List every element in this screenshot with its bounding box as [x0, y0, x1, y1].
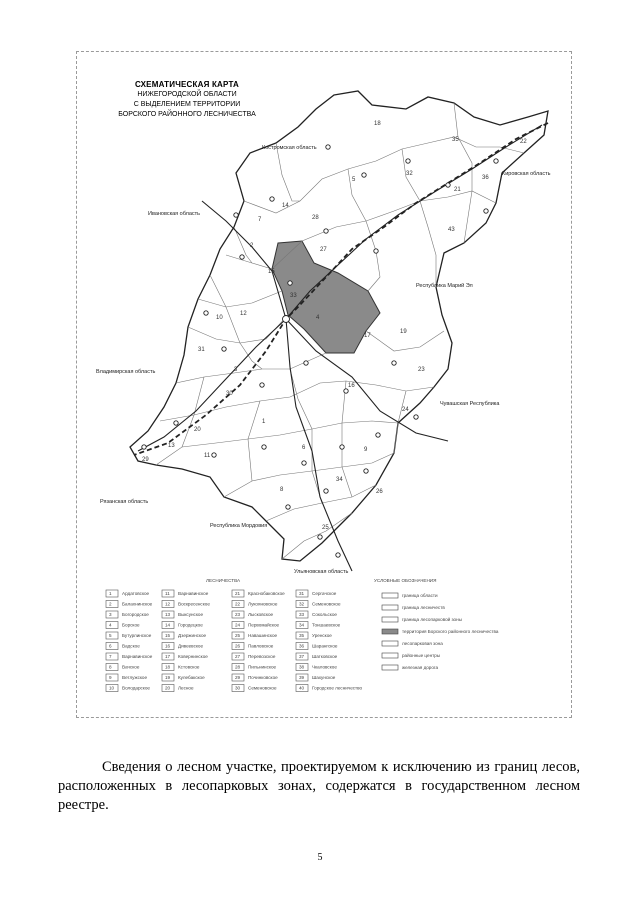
map-title-line-4: БОРСКОГО РАЙОННОГО ЛЕСНИЧЕСТВА	[118, 111, 256, 118]
legend-symbol	[382, 605, 398, 610]
legend-symbol-label: территория Борского районного лесничества	[402, 629, 499, 634]
page-number: 5	[317, 852, 323, 863]
legend-number: 10	[109, 685, 115, 691]
legend-item-label: Семеновское	[248, 685, 277, 691]
legend-symbol-label: граница лесопарковой зоны	[402, 617, 462, 622]
legend-number: 36	[299, 643, 305, 649]
schematic-map	[76, 51, 572, 718]
legend-item-label: Шарангское	[312, 643, 338, 649]
district-number: 19	[400, 329, 407, 335]
legend-swatch	[106, 674, 118, 681]
legend-number: 3	[109, 612, 112, 617]
map-title	[107, 80, 267, 120]
district-number: 17	[364, 333, 371, 339]
legend-item-label: Городецкое	[178, 622, 203, 628]
legend-item-label: Шахунское	[312, 675, 336, 680]
legend-item-label: Балахнинское	[122, 601, 153, 607]
legend-item-label: Ветлужское	[122, 675, 148, 680]
legend-item-label: Борское	[122, 622, 140, 628]
info-paragraph: Сведения о лесном участке, проектируемом к исключению из границ лесов, расположенных в лесопарковых зонах, содержатся в государственном лесном реестре.	[58, 758, 580, 813]
legend-number: 27	[235, 654, 241, 659]
legend-item-label: Городское лесничество	[312, 685, 363, 691]
legend-symbol-label: граница лесничеств	[402, 605, 445, 610]
legend-number: 38	[299, 664, 305, 670]
district-number: 31	[198, 347, 205, 353]
district-number: 5	[352, 177, 356, 183]
district-number: 1	[262, 419, 266, 425]
district-number: 23	[418, 367, 425, 373]
map-title-line-2: НИЖЕГОРОДСКОЙ ОБЛАСТИ	[137, 91, 237, 98]
legend-item-label: Вачское	[122, 664, 140, 670]
label-ulyanovsk: Ульяновская область	[294, 569, 349, 575]
legend-number: 17	[165, 654, 171, 659]
legend-symbol	[382, 593, 398, 598]
legend-symbol-label: граница области	[402, 593, 438, 598]
legend-number: 18	[165, 664, 171, 670]
district-number: 15	[268, 269, 275, 275]
legend-number: 25	[235, 633, 241, 638]
district-number: 29	[142, 457, 149, 463]
district-number: 22	[520, 139, 527, 145]
legend-symbol	[382, 629, 398, 634]
map-title-line-3: С ВЫДЕЛЕНИЕМ ТЕРРИТОРИИ	[133, 101, 241, 108]
district-number: 26	[376, 489, 383, 495]
legend-symbol	[382, 653, 398, 658]
legend-number: 28	[235, 664, 241, 670]
legend-item-label: Тоншаевское	[312, 622, 341, 628]
district-number: 11	[204, 453, 211, 459]
district-number: 9	[364, 447, 368, 453]
legend-item-label: Ковернинское	[178, 654, 208, 659]
legend-item-label: Сокольское	[312, 612, 337, 617]
legend-number: 31	[299, 591, 305, 596]
district-number: 3	[234, 367, 238, 373]
district-number: 36	[482, 175, 489, 181]
legend-item-label: Бутурлинское	[122, 633, 152, 638]
legend-swatch	[106, 653, 118, 660]
legend-swatch	[106, 632, 118, 639]
district-number: 13	[168, 443, 175, 449]
legend-item-label: Павловское	[248, 643, 274, 649]
district-number: 4	[316, 315, 320, 321]
legend-number: 9	[109, 675, 112, 680]
district-number: 14	[282, 203, 289, 209]
label-ryazan: Рязанская область	[100, 499, 149, 505]
legend-item-label: Дивеевское	[178, 643, 204, 649]
district-number: 20	[194, 427, 201, 433]
legend-swatch	[106, 590, 118, 597]
legend-number: 13	[165, 612, 171, 617]
district-number: 43	[448, 227, 455, 233]
legend-symbol-label: районные центры	[402, 653, 441, 658]
legend-number: 23	[235, 612, 241, 617]
district-number: 7	[258, 217, 262, 223]
legend-item-label: Перевозское	[248, 654, 276, 659]
legend-item-label: Чкаловское	[312, 664, 337, 670]
legend-item-label: Уренское	[312, 633, 332, 638]
legend-symbol-label: лесопарковая зона	[402, 641, 443, 646]
district-number: 8	[280, 487, 284, 493]
legend-item-label: Володарское	[122, 685, 150, 691]
legend-swatch	[106, 664, 118, 671]
legend-heading-symbols: УСЛОВНЫЕ ОБОЗНАЧЕНИЯ	[374, 578, 437, 583]
legend-item-label: Кстовское	[178, 664, 200, 670]
legend-number: 8	[109, 664, 112, 670]
legend-swatch	[106, 611, 118, 618]
district-number: 34	[336, 477, 343, 483]
legend-item-label: Лесное	[178, 685, 194, 691]
legend-number: 40	[299, 685, 305, 691]
legend-number: 22	[235, 601, 241, 607]
legend-item-label: Варнавинское	[122, 654, 153, 659]
label-vladimir: Владимирская область	[96, 369, 156, 375]
district-number: 21	[454, 187, 461, 193]
legend-item-label: Сергачское	[312, 591, 337, 596]
label-kirov: Кировская область	[502, 171, 551, 177]
legend-item-label: Семеновское	[312, 601, 341, 607]
legend-number: 2	[109, 601, 112, 607]
legend-swatch	[106, 643, 118, 650]
legend-number: 4	[109, 622, 112, 628]
legend-number: 16	[165, 643, 171, 649]
legend-number: 1	[109, 591, 112, 596]
label-kostroma: Костромская область	[262, 145, 317, 151]
district-number: 24	[402, 407, 409, 413]
legend-swatch	[106, 601, 118, 608]
legend-item-label: Кулебакское	[178, 675, 205, 680]
legend-item-label: Пильнинское	[248, 664, 277, 670]
legend-item-label: Краснобаковское	[248, 591, 285, 596]
legend-item-label: Богородское	[122, 612, 149, 617]
legend	[106, 578, 499, 692]
legend-item-label: Навашинское	[248, 633, 278, 638]
legend-number: 32	[299, 601, 305, 607]
label-chuvash: Чувашская Республика	[440, 401, 500, 407]
legend-item-label: Ардатовское	[122, 591, 150, 596]
legend-number: 20	[165, 685, 171, 691]
district-number: 18	[374, 121, 381, 127]
legend-number: 33	[299, 612, 305, 617]
legend-swatch	[106, 622, 118, 629]
label-mordovia: Республика Мордовия	[210, 523, 268, 529]
legend-number: 24	[235, 622, 241, 628]
legend-item-label: Лукояновское	[248, 601, 278, 607]
district-number: 6	[302, 445, 306, 451]
label-mari-el: Республика Марий Эл	[416, 283, 473, 289]
legend-number: 39	[299, 675, 305, 680]
legend-number: 34	[299, 622, 305, 628]
legend-item-label: Лысковское	[248, 612, 274, 617]
legend-heading-forestries: ЛЕСНИЧЕСТВА	[206, 578, 241, 583]
legend-number: 12	[165, 601, 171, 607]
legend-item-label: Дзержинское	[178, 633, 207, 638]
district-number: 12	[240, 311, 247, 317]
district-number: 2	[250, 243, 254, 249]
district-number: 16	[348, 383, 355, 389]
legend-number: 11	[165, 591, 170, 596]
legend-symbol	[382, 641, 398, 646]
legend-number: 19	[165, 675, 171, 680]
district-number: 27	[320, 247, 327, 253]
legend-number: 29	[235, 675, 241, 680]
legend-number: 5	[109, 633, 112, 638]
legend-item-label: Первомайское	[248, 622, 280, 628]
legend-number: 30	[235, 685, 241, 691]
legend-number: 6	[109, 643, 112, 649]
legend-number: 21	[235, 591, 241, 596]
legend-number: 15	[165, 633, 171, 638]
legend-item-label: Воскресенское	[178, 601, 210, 607]
legend-number: 35	[299, 633, 305, 638]
district-number: 32	[406, 171, 413, 177]
legend-number: 7	[109, 654, 112, 659]
legend-item-label: Починковское	[248, 675, 278, 680]
district-number: 28	[312, 215, 319, 221]
legend-number: 37	[299, 654, 305, 659]
district-number: 25	[322, 525, 329, 531]
legend-item-label: Вадское	[122, 643, 140, 649]
legend-number: 26	[235, 643, 241, 649]
legend-symbol	[382, 665, 398, 670]
label-ivanovo: Ивановская область	[148, 211, 201, 217]
district-number: 35	[452, 137, 459, 143]
legend-item-label: Варнавинское	[178, 591, 209, 596]
district-number: 30	[226, 391, 233, 397]
district-number: 10	[216, 315, 223, 321]
legend-symbol	[382, 617, 398, 622]
legend-item-label: Выксунское	[178, 612, 204, 617]
legend-symbol-label: железная дорога	[402, 665, 439, 670]
legend-item-label: Шатковское	[312, 654, 338, 659]
district-number: 33	[290, 293, 297, 299]
legend-number: 14	[165, 622, 171, 628]
map-title-line-1: СХЕМАТИЧЕСКАЯ КАРТА	[134, 80, 240, 89]
